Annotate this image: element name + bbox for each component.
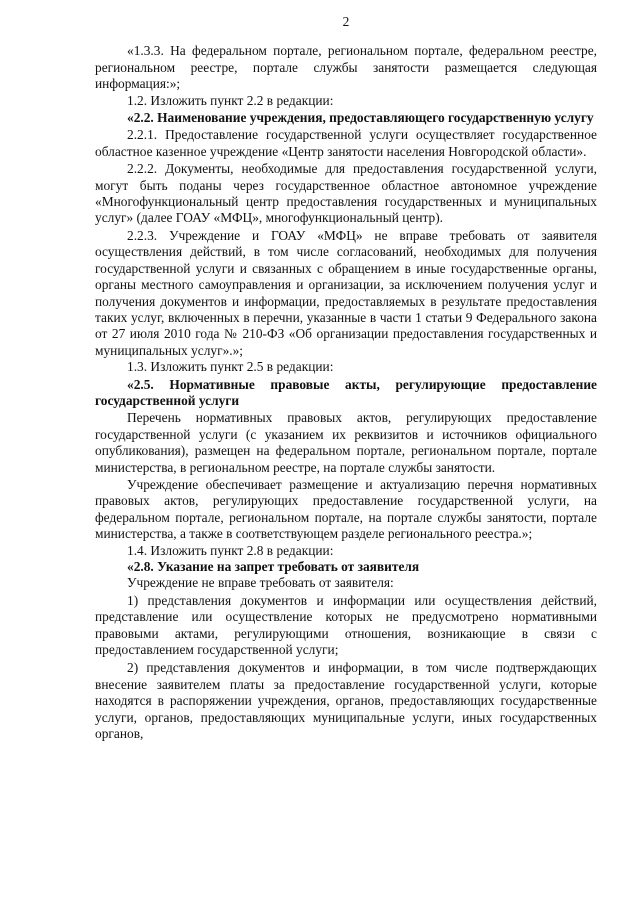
paragraph-1-3-3: «1.3.3. На федеральном портале, региональном портале, федеральном реестре, региональном реестре, портале службы занятости размещается следующая информация:»; bbox=[95, 43, 597, 92]
heading-2-5: «2.5. Нормативные правовые акты, регулирующие предоставление государственной услуги bbox=[95, 376, 597, 408]
amendment-1-4: 1.4. Изложить пункт 2.8 в редакции: bbox=[127, 542, 334, 558]
paragraph-2-8-intro: Учреждение не вправе требовать от заявителя: bbox=[127, 575, 394, 591]
list-item-2: 2) представления документов и информации, в том числе подтверждающих внесение заявителем платы за предоставление государственной услуги, которые находятся в распоряжении учреждения, органов, предоставляющих государственные услуги, органов, предоставляющих муниципальные услуги, иных государственных органов, bbox=[95, 660, 597, 742]
heading-2-8: «2.8. Указание на запрет требовать от заявителя bbox=[127, 559, 420, 574]
amendment-1-3: 1.3. Изложить пункт 2.5 в редакции: bbox=[127, 359, 334, 375]
page-number: 2 bbox=[342, 14, 350, 29]
paragraph-2-5-list: Перечень нормативных правовых актов, регулирующих предоставление государственной услуги (с указанием их реквизитов и источников официального опубликования), размещен на федеральном портале, региональном портале, портале министерства, в региональном реестре, на портале службы занятости. bbox=[95, 410, 597, 475]
paragraph-2-2-2: 2.2.2. Документы, необходимые для предоставления государственной услуги, могут быть поданы через государственное областное автономное учреждение «Многофункциональный центр предоставления государственных и муниципальных услуг» (далее ГОАУ «МФЦ», многофункциональный центр). bbox=[95, 161, 597, 226]
amendment-1-2: 1.2. Изложить пункт 2.2 в редакции: bbox=[127, 92, 334, 108]
paragraph-2-2-3: 2.2.3. Учреждение и ГОАУ «МФЦ» не вправе требовать от заявителя осуществления действий, в том числе согласований, необходимых для получения государственной услуги и связанных с обращением в иные государственные органы, органы местного самоуправления и организации, за исключением получения услуг и получения документов и информации, предоставляемых в результате предоставления таких услуг, включенных в перечни, указанные в части 1 статьи 9 Федерального закона от 27 июля 2010 года № 210-ФЗ «Об организации предоставления государственных и муниципальных услуг».»; bbox=[95, 227, 597, 358]
document-page bbox=[95, 14, 597, 742]
list-item-1: 1) представления документов и информации или осуществления действий, представление или осуществление которых не предусмотрено нормативными правовыми актами, регулирующими отношения, возникающие в связи с предоставлением государственной услуги; bbox=[95, 592, 597, 658]
heading-2-2: «2.2. Наименование учреждения, предоставляющего государственную услугу bbox=[127, 110, 594, 126]
paragraph-2-5-update: Учреждение обеспечивает размещение и актуализацию перечня нормативных правовых актов, регулирующих предоставление государственной услуги, на федеральном портале, региональном портале, на портале службы занятости, портале министерства, а также в соответствующем разделе регионального реестра.»; bbox=[95, 476, 597, 542]
paragraph-2-2-1: 2.2.1. Предоставление государственной услуги осуществляет государственное областное казенное учреждение «Центр занятости населения Новгородской области». bbox=[95, 127, 597, 159]
